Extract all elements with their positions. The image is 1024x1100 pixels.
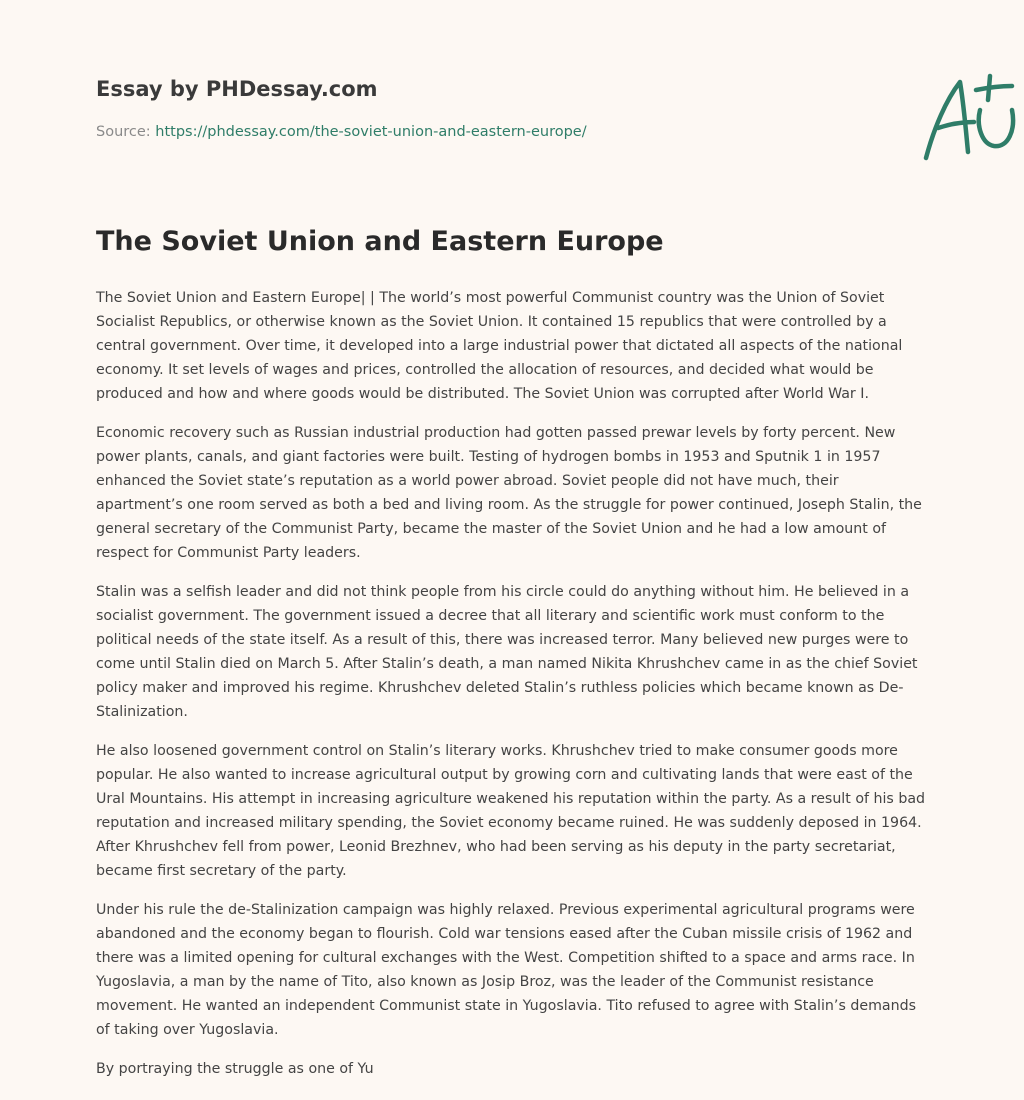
essay-title: The Soviet Union and Eastern Europe [96, 226, 664, 257]
essay-paragraph: By portraying the struggle as one of Yu [96, 1061, 374, 1077]
essay-paragraph: Under his rule the de-Stalinization campaign was highly relaxed. Previous experimental agricultural programs were abandoned and the economy began to flourish. Cold war tensions eased after the Cuban missile crisis of 1962 and there was a limited opening for cultural exchanges with the West. Competition shifted to a space and arms race. In Yugoslavia, a man by the name of Tito, also known as Josip Broz, was the leader of the Communist resistance movement. He wanted an independent Communist state in Yugoslavia. Tito refused to agree with Stalin’s demands of taking over Yugoslavia. [96, 902, 916, 1038]
essay-paragraph: Economic recovery such as Russian industrial production had gotten passed prewar levels by forty percent. New power plants, canals, and giant factories were built. Testing of hydrogen bombs in 1953 and Sputnik 1 in 1957 enhanced the Soviet state’s reputation as a world power abroad. Soviet people did not have much, their apartment’s one room served as both a bed and living room. As the struggle for power continued, Joseph Stalin, the general secretary of the Communist Party, became the master of the Soviet Union and he had a low amount of respect for Communist Party leaders. [96, 425, 922, 561]
a-plus-logo-icon [916, 66, 1024, 166]
source-line [96, 124, 587, 140]
essay-paragraph: He also loosened government control on Stalin’s literary works. Khrushchev tried to make consumer goods more popular. He also wanted to increase agricultural output by growing corn and cultivating lands that were east of the Ural Mountains. His attempt in increasing agriculture weakened his reputation within the party. As a result of his bad reputation and increased military spending, the Soviet economy became ruined. He was suddenly deposed in 1964. After Khrushchev fell from power, Leonid Brezhnev, who had been serving as his deputy in the party secretariat, became first secretary of the party. [96, 743, 926, 879]
site-brand: Essay by PHDessay.com [96, 77, 378, 101]
essay-paragraph: Stalin was a selfish leader and did not think people from his circle could do anything without him. He believed in a socialist government. The government issued a decree that all literary and scientific work must conform to the political needs of the state itself. As a result of this, there was increased terror. Many believed new purges were to come until Stalin died on March 5. After Stalin’s death, a man named Nikita Khrushchev came in as the chief Soviet policy maker and improved his regime. Khrushchev deleted Stalin’s ruthless policies which became known as De-Stalinization. [96, 584, 918, 720]
source-label: Source: [96, 124, 156, 140]
essay-paragraph: The Soviet Union and Eastern Europe| | The world’s most powerful Communist country was the Union of Soviet Socialist Republics, or otherwise known as the Soviet Union. It contained 15 republics that were controlled by a central government. Over time, it developed into a large industrial power that dictated all aspects of the national economy. It set levels of wages and prices, controlled the allocation of resources, and decided what would be produced and how and where goods would be distributed. The Soviet Union was corrupted after World War I. [96, 290, 903, 402]
source-link[interactable]: https://phdessay.com/the-soviet-union-and-eastern-europe/ [155, 124, 587, 140]
essay-body [96, 286, 928, 1096]
